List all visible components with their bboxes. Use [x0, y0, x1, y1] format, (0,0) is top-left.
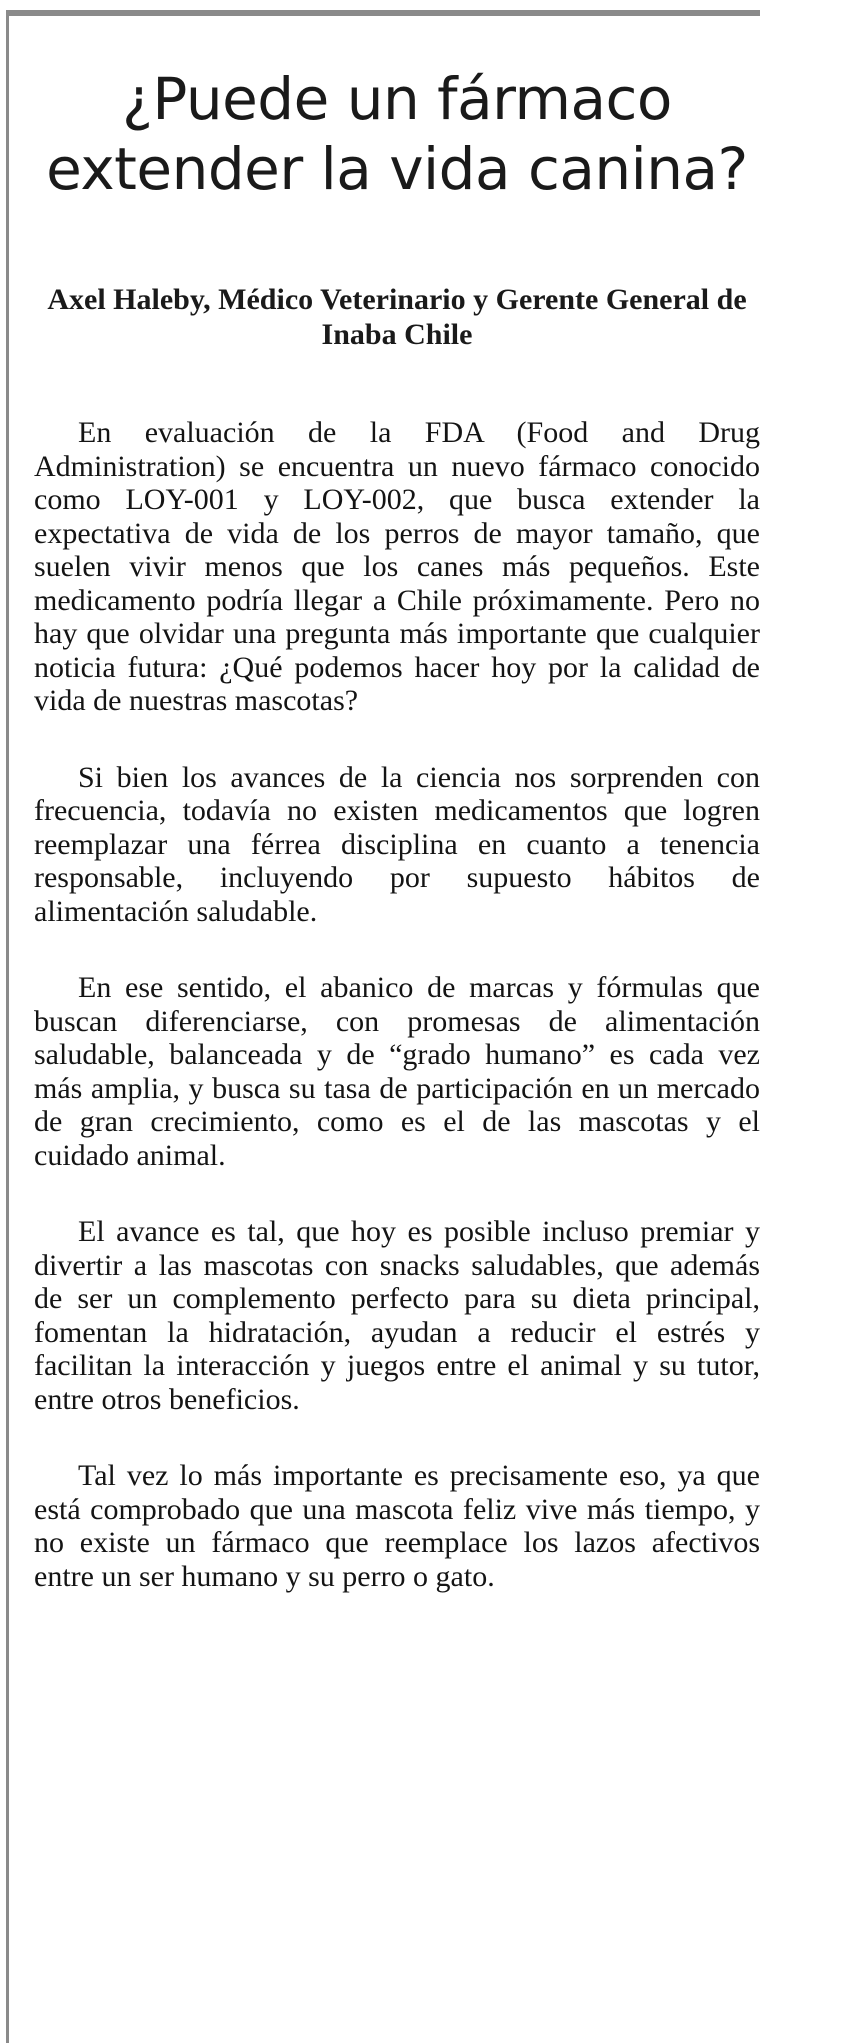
article-paragraph: En evaluación de la FDA (Food and Drug Administration) se encuentra un nuevo fármaco conocido como LOY-001 y LOY-002, que busca extender la expectativa de vida de los perros de mayor tamaño, que suelen vivir menos que los canes más pequeños. Este medicamento podría llegar a Chile próximamente. Pero no hay que olvidar una pregunta más importante que cualquier noticia futura: ¿Qué podemos hacer hoy por la calidad de vida de nuestras mascotas?	[34, 416, 760, 717]
left-border-rule	[6, 10, 9, 2043]
article-headline: ¿Puede un fármaco extender la vida canina?	[46, 65, 748, 203]
article-body	[34, 416, 760, 1593]
top-border-rule	[6, 10, 760, 16]
article-byline: Axel Haleby, Médico Veterinario y Gerente General de Inaba Chile	[47, 283, 747, 351]
article-paragraph: Si bien los avances de la ciencia nos sorprenden con frecuencia, todavía no existen medicamentos que logren reemplazar una férrea disciplina en cuanto a tenencia responsable, incluyendo por supuesto hábitos de alimentación saludable.	[34, 760, 760, 928]
article-paragraph: El avance es tal, que hoy es posible incluso premiar y divertir a las mascotas con snacks saludables, que además de ser un complemento perfecto para su dieta principal, fomentan la hidratación, ayudan a reducir el estrés y facilitan la interacción y juegos entre el animal y su tutor, entre otros beneficios.	[34, 1215, 760, 1416]
article-paragraph: Tal vez lo más importante es precisamente eso, ya que está comprobado que una mascota feliz vive más tiempo, y no existe un fármaco que reemplace los lazos afectivos entre un ser humano y su perro o gato.	[34, 1459, 760, 1593]
article-paragraph: En ese sentido, el abanico de marcas y fórmulas que buscan diferenciarse, con promesas de alimentación saludable, balanceada y de “grado humano” es cada vez más amplia, y busca su tasa de participación en un mercado de gran crecimiento, como es el de las mascotas y el cuidado animal.	[34, 971, 760, 1172]
article-column	[34, 64, 760, 1636]
